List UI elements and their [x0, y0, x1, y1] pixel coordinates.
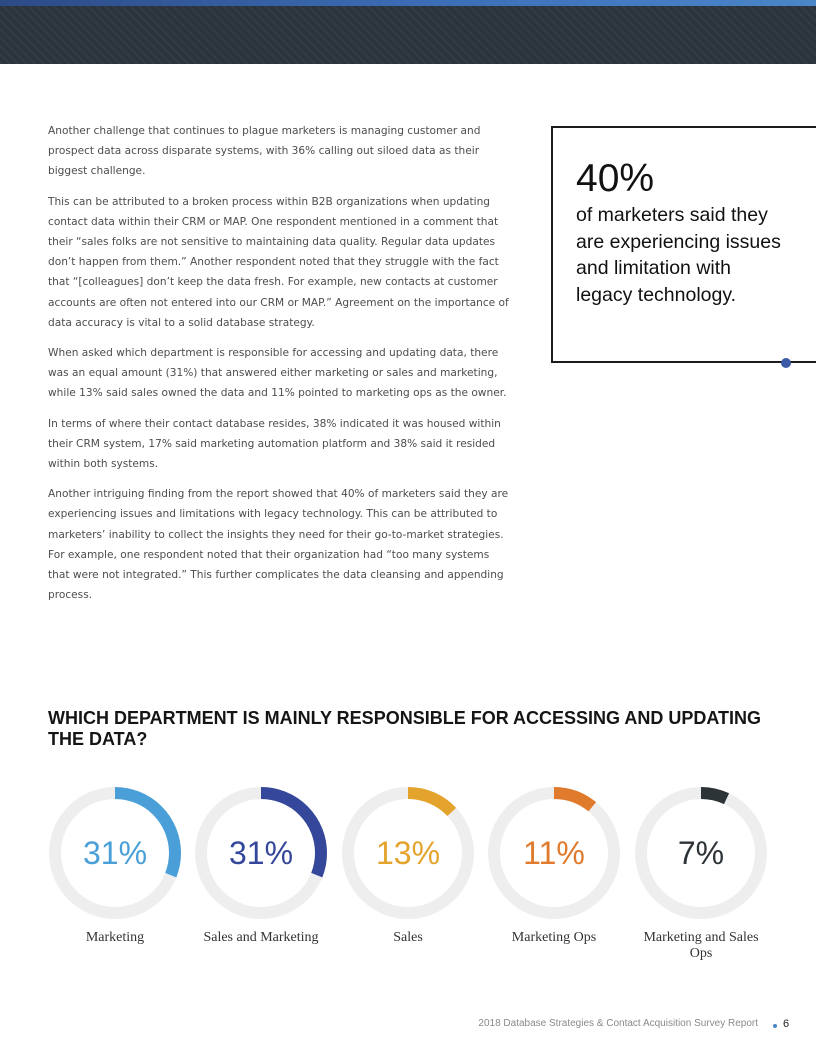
- donut-category-label: Marketing and Sales Ops: [643, 930, 759, 961]
- callout-text: of marketers said they are experiencing issues and limitation with legacy technology.: [576, 204, 781, 306]
- donut-value-label: 13%: [375, 834, 441, 871]
- footer-report-title: 2018 Database Strategies & Contact Acquisition Survey Report: [478, 1018, 758, 1029]
- footer-dot: [773, 1024, 777, 1028]
- donut-value-label: 31%: [82, 834, 148, 871]
- donut-category-label: Marketing: [85, 930, 145, 945]
- body-paragraph: Another intriguing finding from the report showed that 40% of marketers said they are experiencing issues and limitations with legacy technology. This can be attributed to marketers’ inability to collect the insights they need for their go-to-market strategies. For example, one respondent noted that their organization had “too many systems that were not integrated.” This further complicates the data cleansing and appending process.: [48, 488, 509, 602]
- body-text: [48, 121, 512, 615]
- donut-chart: [194, 786, 328, 920]
- body-paragraph: In terms of where their contact database resides, 38% indicated it was housed within their CRM system, 17% said marketing automation platform and 38% said it resided within both systems.: [48, 417, 501, 471]
- page-number: 6: [783, 1018, 790, 1030]
- header-accent-stripe: [0, 0, 816, 6]
- body-paragraph: This can be attributed to a broken process within B2B organizations when updating contact data within their CRM or MAP. One respondent mentioned in a comment that their “sales folks are not sensitive to maintaining data quality. Regular data updates don’t happen from them.” Another respondent noted that they struggle with the fact that “[colleagues] don’t keep the data fresh. For example, new contacts at customer accounts are often not entered into our CRM or MAP.” Agreement on the importance of data accuracy is vital to a solid database strategy.: [48, 195, 509, 329]
- donut-category-label: Sales and Marketing: [203, 930, 319, 945]
- donut-category-label: Marketing Ops: [511, 930, 597, 945]
- donut-chart: [634, 786, 768, 920]
- stat-callout-box: [551, 126, 816, 363]
- donut-chart: [341, 786, 475, 920]
- callout-dot: [781, 358, 791, 368]
- donut-value-label: 31%: [228, 834, 294, 871]
- donut-chart: [48, 786, 182, 920]
- donut-category-label: Sales: [393, 930, 423, 945]
- body-paragraph: When asked which department is responsible for accessing and updating data, there was an equal amount (31%) that answered either marketing or sales and marketing, while 13% said sales owned the data and 11% pointed to marketing ops as the owner.: [48, 347, 507, 400]
- body-paragraph: Another challenge that continues to plague marketers is managing customer and prospect data across disparate systems, with 36% calling out siloed data as their biggest challenge.: [48, 125, 481, 178]
- header-band: [0, 0, 816, 64]
- donut-value-label: 7%: [677, 834, 725, 871]
- donut-chart: [487, 786, 621, 920]
- callout-percent: 40%: [576, 157, 655, 200]
- donut-value-label: 11%: [523, 834, 585, 871]
- section-title: WHICH DEPARTMENT IS MAINLY RESPONSIBLE FOR ACCESSING AND UPDATING THE DATA?: [48, 708, 762, 749]
